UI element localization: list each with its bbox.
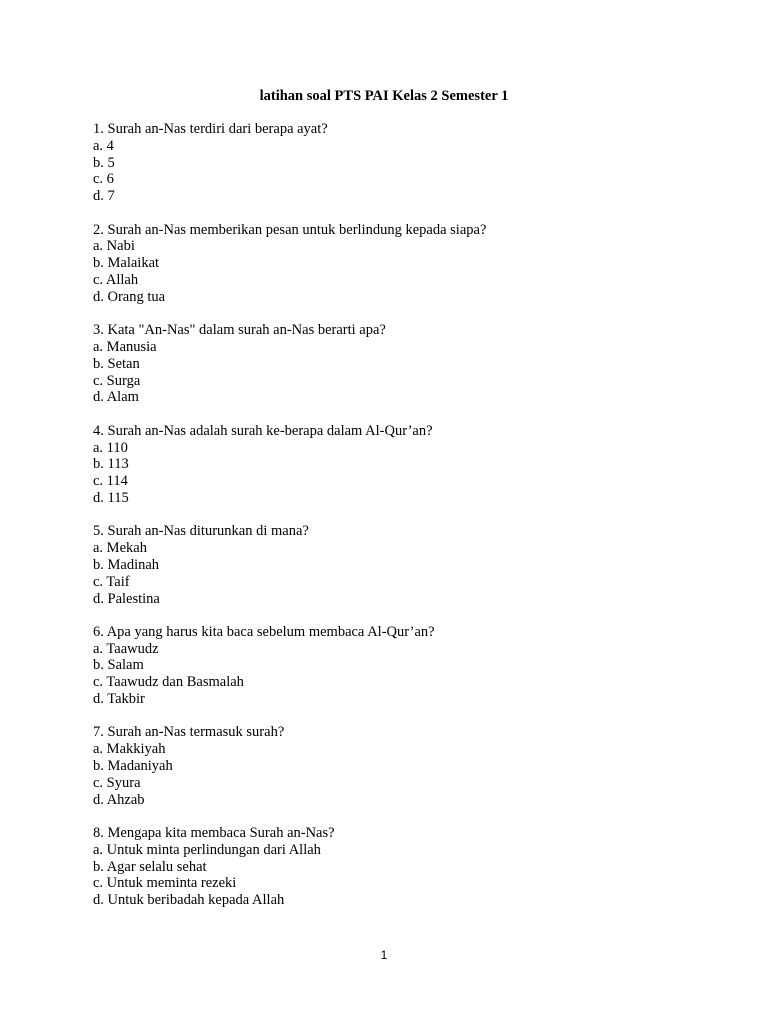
question-item bbox=[93, 724, 713, 808]
question-text: 4. Surah an-Nas adalah surah ke-berapa dalam Al-Qur’an? bbox=[93, 422, 433, 439]
question-item bbox=[93, 423, 713, 507]
question-text: 8. Mengapa kita membaca Surah an-Nas? bbox=[93, 825, 335, 842]
question-list bbox=[93, 121, 713, 926]
answer-option: d. Ahzab bbox=[93, 791, 145, 808]
answer-option: c. Taawudz dan Basmalah bbox=[93, 674, 244, 691]
question-item bbox=[93, 121, 713, 205]
answer-option: b. 5 bbox=[93, 154, 115, 171]
answer-option: a. Taawudz bbox=[93, 640, 159, 657]
answer-option: c. Allah bbox=[93, 271, 139, 288]
question-text: 5. Surah an-Nas diturunkan di mana? bbox=[93, 523, 309, 540]
answer-option: c. Untuk meminta rezeki bbox=[93, 875, 237, 892]
answer-option: a. Makkiyah bbox=[93, 741, 166, 758]
answer-option: d. 7 bbox=[93, 188, 115, 205]
question-item bbox=[93, 624, 713, 708]
answer-option: a. Manusia bbox=[93, 338, 157, 355]
answer-option: c. 6 bbox=[93, 171, 114, 188]
answer-option: a. 4 bbox=[93, 137, 114, 154]
document-title: latihan soal PTS PAI Kelas 2 Semester 1 bbox=[259, 88, 509, 104]
answer-option: d. Alam bbox=[93, 389, 139, 406]
answer-option: b. Agar selalu sehat bbox=[93, 858, 207, 875]
question-item bbox=[93, 523, 713, 607]
answer-option: b. Salam bbox=[93, 657, 144, 674]
answer-option: d. Palestina bbox=[93, 590, 160, 607]
answer-option: a. 110 bbox=[93, 439, 128, 456]
answer-option: b. Setan bbox=[93, 355, 140, 372]
question-item bbox=[93, 825, 713, 909]
page-number: 1 bbox=[380, 948, 388, 962]
answer-option: c. Taif bbox=[93, 573, 130, 590]
answer-option: c. Syura bbox=[93, 774, 141, 791]
question-item bbox=[93, 222, 713, 306]
answer-option: b. 113 bbox=[93, 456, 129, 473]
question-text: 1. Surah an-Nas terdiri dari berapa ayat? bbox=[93, 121, 328, 137]
answer-option: b. Madaniyah bbox=[93, 758, 173, 775]
question-text: 6. Apa yang harus kita baca sebelum membaca Al-Qur’an? bbox=[93, 623, 435, 640]
question-text: 7. Surah an-Nas termasuk surah? bbox=[93, 724, 285, 741]
question-text: 2. Surah an-Nas memberikan pesan untuk berlindung kepada siapa? bbox=[93, 221, 487, 238]
answer-option: a. Nabi bbox=[93, 238, 135, 255]
answer-option: c. 114 bbox=[93, 473, 128, 490]
answer-option: d. 115 bbox=[93, 489, 129, 506]
question-text: 3. Kata "An-Nas" dalam surah an-Nas berarti apa? bbox=[93, 322, 386, 339]
answer-option: b. Malaikat bbox=[93, 255, 160, 272]
answer-option: b. Madinah bbox=[93, 556, 160, 573]
answer-option: a. Untuk minta perlindungan dari Allah bbox=[93, 841, 321, 858]
question-item bbox=[93, 322, 713, 406]
answer-option: c. Surga bbox=[93, 372, 141, 389]
answer-option: d. Orang tua bbox=[93, 288, 166, 305]
answer-option: d. Untuk beribadah kepada Allah bbox=[93, 892, 285, 909]
answer-option: a. Mekah bbox=[93, 540, 147, 557]
answer-option: d. Takbir bbox=[93, 691, 145, 708]
